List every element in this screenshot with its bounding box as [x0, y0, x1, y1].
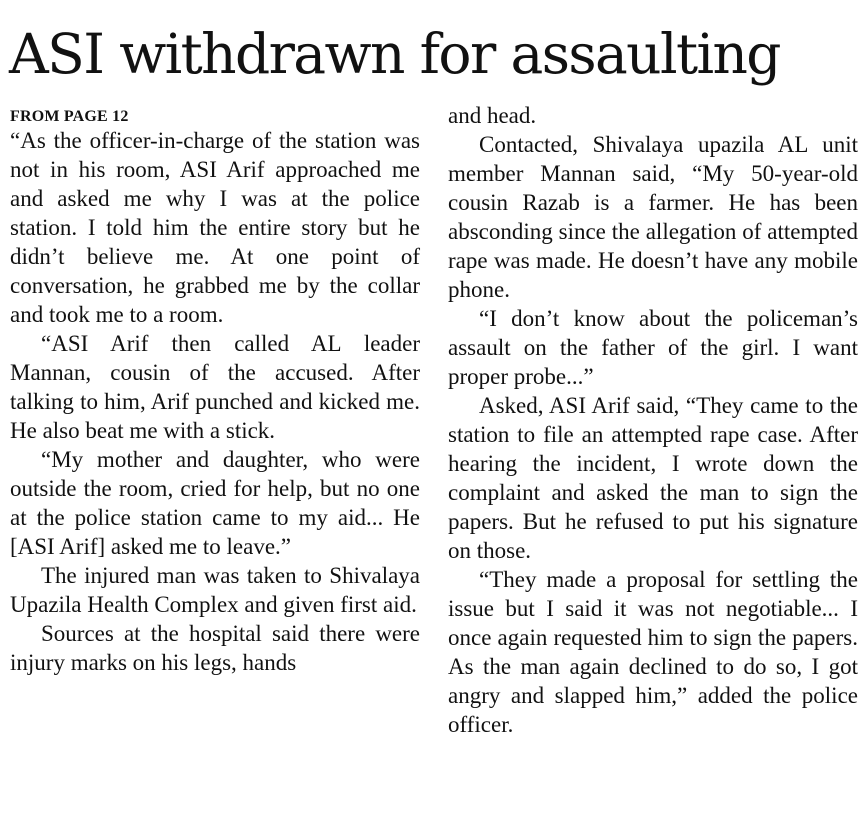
paragraph: and head. [448, 103, 537, 128]
paragraph: Contacted, Shivalaya upazila AL unit member Mannan said, “My 50-year-old cousin Razab is a farmer. He has been absconding since the allegation of attempted rape was made. He doesn’t have any mobile phone. [448, 132, 858, 302]
paragraph: “They made a proposal for settling the issue but I said it was not negotiable... I once again requested him to sign the papers. As the man again declined to do so, I got angry and slapped him,” added the police officer. [448, 567, 858, 737]
article-column-left [10, 100, 420, 677]
article-column-right [448, 101, 858, 739]
paragraph: “I don’t know about the policeman’s assault on the father of the girl. I want proper probe...” [448, 306, 858, 389]
paragraph: Asked, ASI Arif said, “They came to the station to file an attempted rape case. After hearing the incident, I wrote down the complaint and asked the man to sign the papers. But he refused to put his signature on those. [448, 393, 858, 563]
paragraph: Sources at the hospital said there were injury marks on his legs, hands [10, 621, 420, 675]
paragraph: “ASI Arif then called AL leader Mannan, cousin of the accused. After talking to him, Arif punched and kicked me. He also beat me with a stick. [10, 331, 420, 443]
article-headline: ASI withdrawn for assaulting [9, 22, 780, 86]
continuation-kicker: FROM PAGE 12 [10, 108, 129, 125]
paragraph: “As the officer-in-charge of the station was not in his room, ASI Arif approached me and asked me why I was at the police station. I told him the entire story but he didn’t believe me. At one point of conversation, he grabbed me by the collar and took me to a room. [10, 128, 420, 327]
paragraph: The injured man was taken to Shivalaya Upazila Health Complex and given first aid. [10, 563, 420, 617]
paragraph: “My mother and daughter, who were outside the room, cried for help, but no one at the police station came to my aid... He [ASI Arif] asked me to leave.” [10, 447, 420, 559]
